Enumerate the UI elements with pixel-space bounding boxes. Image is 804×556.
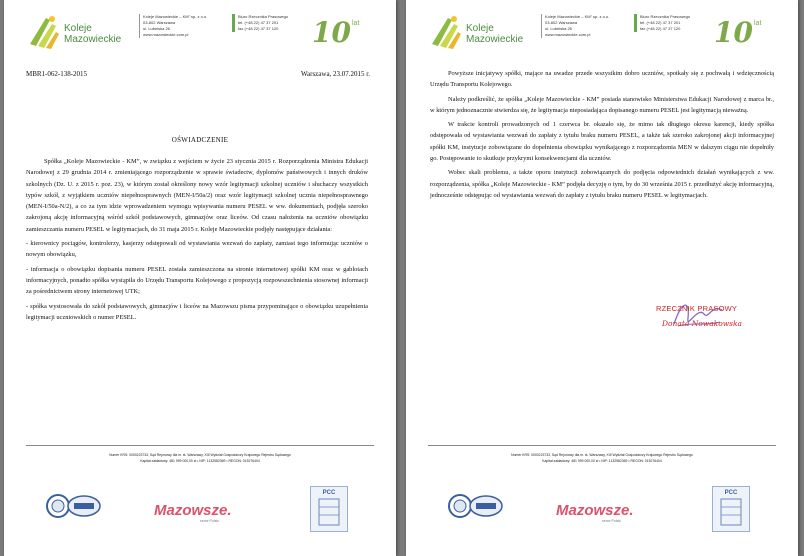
brand-line-2: Mazowieckie [64, 34, 122, 45]
brand-line-1: Koleje [64, 23, 92, 34]
paragraph: - spółka wystosowała do szkół podstawowych, gimnazjów i liceów na Mazowszu pisma przypominające o obowiązku uzupełnienia legitymacji uczniowskich o numer PESEL. [26, 302, 368, 321]
footer-divider [26, 445, 374, 446]
address-line: Koleje Mazowieckie – KM” sp. z o.o. [143, 14, 208, 19]
brand-line-1: Koleje [466, 23, 494, 34]
mazowsze-logo: Mazowsze. [556, 502, 634, 519]
brand-line-2: Mazowieckie [466, 34, 524, 45]
paragraph: Powyższe inicjatywy spółki, mające na uwadze przede wszystkim dobro uczniów, spotkały się z pochwałą i wdzięcznością Urzędu Transportu Kolejowego. [430, 70, 774, 89]
stamp-name: Donata Nowakowska [662, 319, 743, 328]
paragraph: W trakcie kontroli prowadzonych od 1 czerwca br. okazało się, że mimo tak długiego okresu karencji, kiedy spółka odstępowała od wystawiania wezwań do zapłaty z tytułu braku numeru PESEL, a także tak szeroko zakrojonej akcji informacyjnej spółki KM, instytucje zobowiązane do dopełnienia obowiązku wynikającego z rozporządzenia MEN w dalszym ciągu nie dopełniły go. Postępowanie to skutkuje przykrymi konsekwencjami dla uczniów. [430, 121, 774, 163]
mazowsze-tagline: serce Polski [602, 519, 621, 523]
contact-line: fax (+48 22) 47 37 120 [640, 26, 681, 31]
address-line: ul. Lubelska 26 [143, 26, 170, 31]
footer-divider [428, 445, 776, 446]
address-line: 03-802 Warszawa [143, 20, 176, 25]
place-date: Warszawa, 23.07.2015 r. [300, 70, 370, 78]
certificate-icon [46, 486, 102, 526]
certificate-badge [448, 486, 504, 526]
footer-legal [34, 452, 366, 464]
anniversary-suffix: lat [352, 20, 360, 27]
paragraph: - kierownicy pociągów, kontrolerzy, kasjerzy odstępowali od wystawiania wezwań do zapłaty, zamiast tego informując uczniów o nowym obowiązku, [26, 240, 368, 259]
anniversary-suffix: lat [754, 20, 762, 27]
company-address [541, 14, 640, 38]
koleje-mazowieckie-logo [28, 14, 138, 52]
anniversary-logo [714, 18, 774, 52]
contact-line: Biuro Rzecznika Prasowego [640, 14, 691, 19]
contact-line: Biuro Rzecznika Prasowego [238, 14, 289, 19]
address-line: www.mazowieckie.com.pl [545, 32, 591, 37]
pcc-badge [310, 486, 348, 532]
document-page-2 [406, 0, 798, 556]
km-logo-icon [430, 14, 464, 50]
anniversary-number: 10 [714, 16, 753, 49]
document-page-1 [4, 0, 396, 556]
stamp-title: RZECZNIK PRASOWY [656, 304, 738, 313]
paragraph: Wobec skali problemu, a także oporu instytucji zobowiązanych do podjęcia odpowiednich działań wynikających z ww. rozporządzenia, spółka „Koleje Mazowieckie - KM” podjęła decyzję o tym, by do 30 września 2015 r. przedłużyć akcję informacyjną, jednocześnie odstępując od wystawiania wezwań do zapłaty z tytułu braku numeru PESEL w legitymacjach. [430, 169, 774, 199]
footer-line: Numer KRS: 0000223733, Sąd Rejonowy dla m. st. Warszawy, XIII Wydział Gospodarczy Krajowego Rejestru Sądowego [511, 453, 693, 457]
footer-line: Kapitał zakładowy: 481 999 000,00 zł • NIP: 1132582369 • REGON: 015276404 [542, 459, 662, 463]
anniversary-logo [312, 18, 372, 52]
address-line: ul. Lubelska 26 [545, 26, 572, 31]
footer-legal [436, 452, 768, 464]
certificate-badge [46, 486, 102, 526]
document-title: OŚWIADCZENIE [171, 136, 229, 144]
contact-line: tel. (+48 22) 47 37 201 [238, 20, 279, 25]
pcc-badge [712, 486, 750, 532]
page-1-body [26, 156, 368, 326]
koleje-mazowieckie-logo [430, 14, 540, 52]
contact-line: tel. (+48 22) 47 37 201 [640, 20, 681, 25]
address-line: 03-802 Warszawa [545, 20, 578, 25]
paragraph: Spółka „Koleje Mazowieckie - KM”, w związku z wejściem w życie 23 stycznia 2015 r. Rozporządzenia Ministra Edukacji Narodowej z 29 grudnia 2014 r. zmieniającego rozporządzenie w sprawie świadectw, dyplomów państwowych i innych druków szkolnych (Dz. U. z 2015 r. poz. 23), w którym został określony nowy wzór legitymacji szkolnej uczniów i słuchaczy wszystkich typów szkół, z wyjątkiem uczniów niepełnosprawnych (MEN-I/50a/2) oraz wzór legitymacji szkolnej ucznia niepełnosprawnego (MEN-I/50a-N/2), a co za tym idzie wprowadzeniem wymogu wpisywania numeru PESEL w ww. dokumentach, podjęła szeroko zakrojoną akcję informacyjną wśród szkół podstawowych, gimnazjów oraz liceów. Od czasu nałożenia na uczniów obowiązku zamieszczania numeru PESEL w legitymacjach, do 31 maja 2015 r. Koleje Mazowieckie podjęły następujące działania: [26, 158, 368, 233]
km-logo-icon [28, 14, 62, 50]
footer-line: Numer KRS: 0000223733, Sąd Rejonowy dla m. st. Warszawy, XIII Wydział Gospodarczy Krajowego Rejestru Sądowego [109, 453, 291, 457]
page-2-body [430, 68, 774, 204]
address-line: www.mazowieckie.com.pl [143, 32, 189, 37]
company-address [139, 14, 238, 38]
mazowsze-tagline: serce Polski [200, 519, 219, 523]
contact-line: fax (+48 22) 47 37 120 [238, 26, 279, 31]
mazowsze-logo: Mazowsze. [154, 502, 232, 519]
anniversary-number: 10 [312, 16, 351, 49]
pcc-label: PCC [724, 490, 738, 496]
address-line: Koleje Mazowieckie – KM” sp. z o.o. [545, 14, 610, 19]
reference-number: MBR1-062-138-2015 [26, 70, 88, 78]
paragraph: Należy podkreślić, że spółka „Koleje Mazowieckie - KM” posiada stanowisko Ministerstwa Edukacji Narodowej z marca br., w którym jednoznacznie stwierdza się, że legitymacja nieposiadająca dopisanego numeru PESEL jest legitymacją nieważną. [430, 95, 774, 114]
paragraph: - informacja o obowiązku dopisania numeru PESEL została zamieszczona na stronie internetowej spółki KM oraz w gablotach informacyjnych, ponadto spółka wystąpiła do Urzędu Transportu Kolejowego z propozycją rozpowszechnienia stosownej informacji za pośrednictwem strony internetowej UTK; [26, 265, 368, 296]
pcc-label: PCC [322, 490, 336, 496]
footer-line: Kapitał zakładowy: 481 999 000,00 zł • NIP: 1132582369 • REGON: 015276404 [140, 459, 260, 463]
certificate-icon [448, 486, 504, 526]
